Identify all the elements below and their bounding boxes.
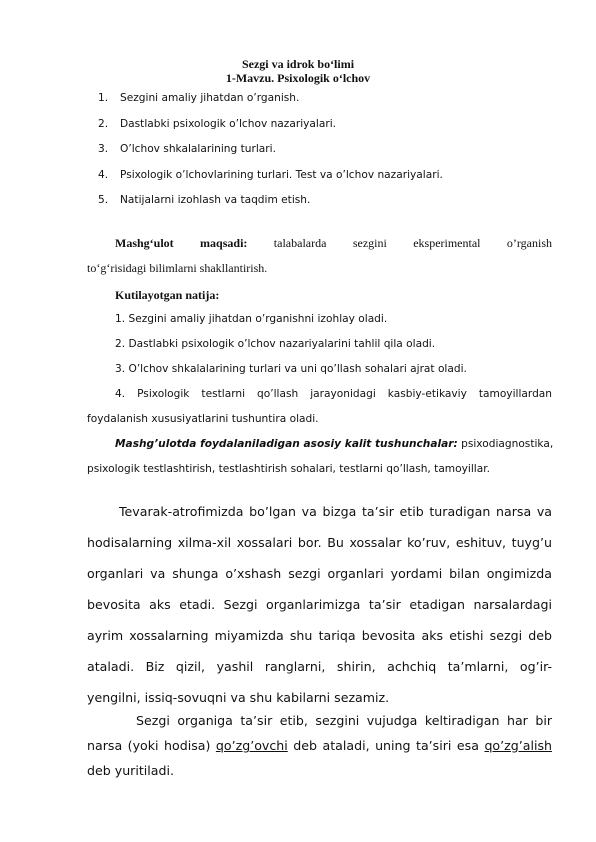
keywords-line-2: psixologik testlashtirish, testlashtirish sohalari, testlarni qo’llash, tamoyillar.	[87, 463, 490, 475]
list-item: 3. O’lchov shkalalarining turlari.	[98, 143, 276, 155]
topic-title: 1-Mavzu. Psixologik o‘lchov	[225, 71, 371, 85]
keywords-label: Mashg’ulotda foydalaniladigan asosiy kalit tushunchalar:	[115, 438, 458, 450]
paragraph-1-line: ayrim xossalarning miyamizda shu tariqa bevosita aks etishi sezgi deb	[87, 628, 552, 643]
term-excitation: qo’zg’alish	[484, 738, 553, 753]
paragraph-1-line: Tevarak-atrofimizda bo’lgan va bizga ta’sir etib turadigan narsa va	[119, 504, 552, 519]
list-item: 4. Psixologik o’lchovlarining turlari. Test va o’lchov nazariyalari.	[98, 168, 443, 181]
topic-list	[98, 88, 443, 216]
paragraph-1-line: hodisalarning xilma-xil xossalari bor. Bu xossalar ko’ruv, eshituv, tuyg’u	[87, 535, 552, 550]
goal-line-2: to‘g‘risidagi bilimlarni shakllantirish.	[87, 261, 268, 275]
goal-label: Mashg‘ulot maqsadi:	[115, 236, 248, 250]
list-item: 2. Dastlabki psixologik o’lchov nazariyalari.	[98, 117, 337, 130]
paragraph-1-line: organlari va shunga o’xshash sezgi organlari yordami bilan ongimizda	[87, 566, 552, 581]
keywords-line-1: Mashg’ulotda foydalaniladigan asosiy kalit tushunchalar: psixodiagnostika,	[115, 438, 554, 450]
result-item-2: 2. Dastlabki psixologik o’lchov nazariyalarini tahlil qila oladi.	[115, 338, 436, 350]
result-item-4-line-1: 4. Psixologik testlarni qo’llash jarayonidagi kasbiy-etikaviy tamoyillardan	[115, 388, 552, 400]
paragraph-2-line: deb yuritiladi.	[87, 763, 175, 778]
paragraph-2-line: narsa (yoki hodisa) qo’zg’ovchi deb ataladi, uning ta’siri esa qo’zg’alish	[87, 738, 553, 753]
result-item-3: 3. O’lchov shkalalarining turlari va uni qo’llash sohalari ajrat oladi.	[115, 363, 467, 375]
paragraph-1-line: ataladi. Biz qizil, yashil ranglarni, shirin, achchiq ta’mlarni, og’ir-	[87, 659, 552, 674]
result-item-4-line-2: foydalanish xususiyatlarini tushuntira oladi.	[87, 413, 319, 425]
paragraph-1-line: yengilni, issiq-sovuqni va shu kabilarni sezamiz.	[87, 690, 390, 705]
term-stimulus: qo’zg’ovchi	[215, 738, 288, 753]
result-item-1: 1. Sezgini amaliy jihatdan o’rganishni izohlay oladi.	[115, 313, 388, 325]
results-heading: Kutilayotgan natija:	[115, 288, 220, 302]
list-item: 1. Sezgini amaliy jihatdan o’rganish.	[98, 92, 300, 104]
list-item: 5. Natijalarni izohlash va taqdim etish.	[98, 194, 311, 206]
paragraph-1-line: bevosita aks etadi. Sezgi organlarimizga ta’sir etadigan narsalardagi	[87, 597, 552, 612]
paragraph-2-line: Sezgi organiga ta’sir etib, sezgini vujudga keltiradigan har bir	[136, 713, 552, 728]
section-title: Sezgi va idrok bo‘limi	[241, 57, 355, 71]
goal-line-1: Mashg‘ulot maqsadi: talabalarda sezgini eksperimental o’rganish	[115, 236, 552, 250]
